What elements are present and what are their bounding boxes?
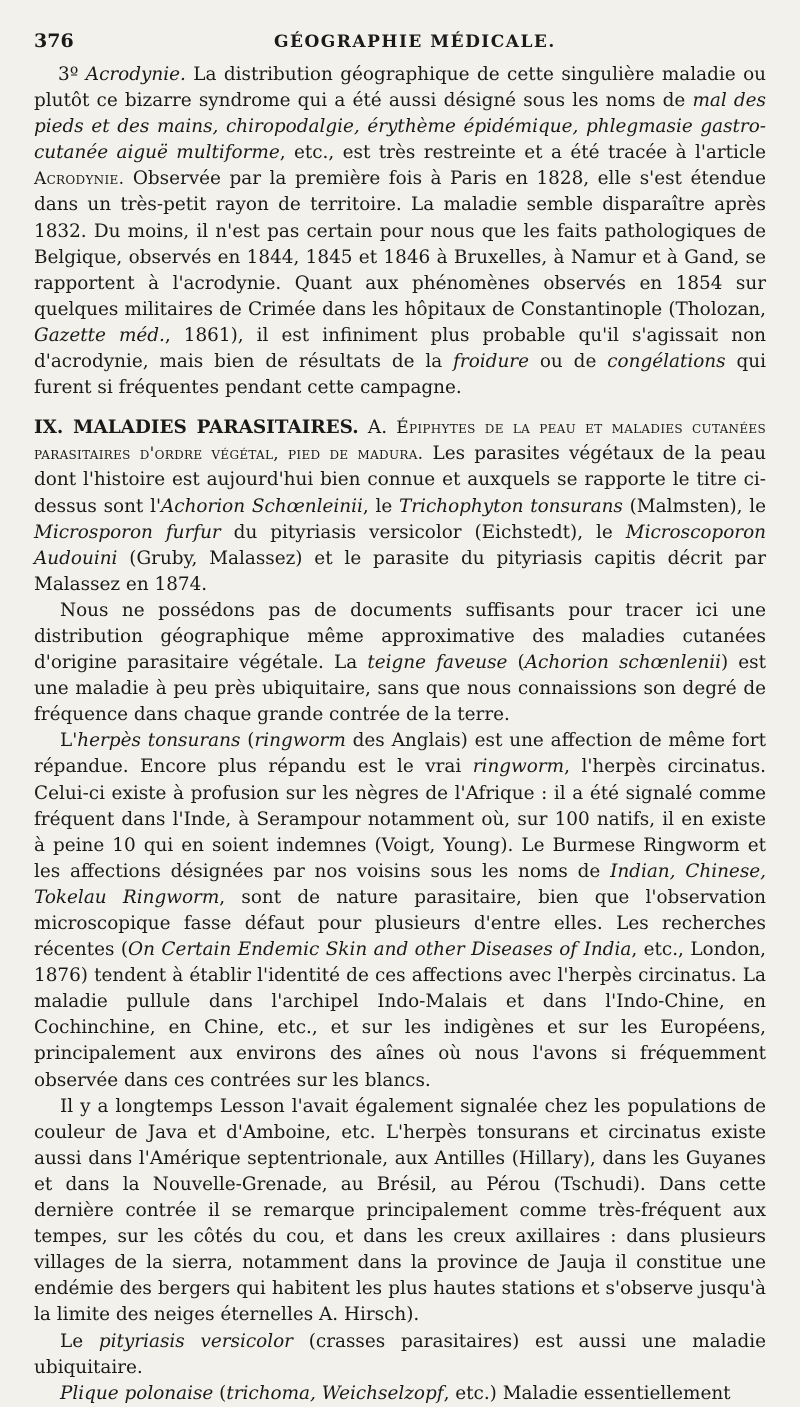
subsection-title: Acrodynie. [85, 64, 186, 85]
text-run: Observée par la première fois à Paris en 1828, elle s'est étendue dans un très-petit rayon de territoire. La maladie semble disparaître après 1832. Du moins, il n'est pas certain pour nous que les faits pathologiques de Belgique, observés en 1844, 1845 et 1846 à Bruxelles, à Namur et à Gand, se rapportent à l'acrodynie. Quant aux phénomènes observés en 1854 sur quelques militaires de Crimée dans les hôpitaux de Constantinople (Tholozan, [34, 168, 766, 320]
italic-run: herpès tonsurans [77, 730, 241, 752]
paragraph-herpes [34, 728, 766, 1093]
text-run: Nous ne possédons pas de documents suffisants pour tracer ici une distribution géographique même approximative des maladies cutanées d'origine parasitaire végétale. La [34, 599, 766, 674]
text-run: ( [213, 1382, 227, 1404]
italic-run: congélations [607, 351, 726, 373]
italic-run: ringworm [254, 730, 346, 752]
text-run: , l'herpès circinatus. Celui-ci existe à profusion sur les nègres de l'Afrique : il a été signalé comme fréquent dans l'Inde, à Serampour notamment où, sur 100 natifs, il en existe à peine 10 qui en soient indemnes (Voigt, Young). Le Burmese Ringworm et les affections désignées par nos voisins sous les noms de [34, 756, 766, 882]
text-run: , sont de nature parasitaire, bien que l'observation microscopique fasse défaut pour plusieurs d'entre elles. Les recherches récentes ( [34, 886, 766, 961]
italic-run: Achorion schœnlenii [524, 652, 721, 674]
text-run: des Anglais) est une affection de même fort répandue. Encore plus répandu est le vrai [34, 730, 766, 778]
text-run: , le [362, 495, 399, 517]
section-heading: IX. MALADIES PARASITAIRES. [34, 417, 359, 439]
italic-run: ringworm [472, 756, 565, 778]
paragraph-lesson [34, 1094, 766, 1329]
italic-run: Microsporon furfur [34, 521, 221, 543]
body-text [34, 62, 766, 1407]
small-caps-run: Acrodynie. [34, 169, 125, 190]
text-run: du pityriasis versicolor (Eichstedt), le [220, 521, 626, 543]
section-number: 3º [58, 64, 79, 85]
italic-run: Gazette méd. [34, 324, 165, 346]
text-run: A. [358, 417, 397, 439]
italic-run: Plique polonaise [60, 1382, 214, 1404]
text-run: (Malmsten), le [622, 495, 766, 517]
text-run: , etc., London, 1876) tendent à établir l'identité de ces affections avec l'herpès circinatus. La maladie pullule dans l'archipel Indo-Malais et dans l'Indo-Chine, en Cochinchine, en Chine, etc., et sur les indigènes et sur les Européens, principalement aux environs des aînes où nous l'avons si fréquemment observée dans ces contrées sur les blancs. [34, 939, 767, 1091]
paragraph-pityriasis [34, 1329, 766, 1381]
text-run: Le [60, 1330, 99, 1352]
running-title: GÉOGRAPHIE MÉDICALE. [274, 32, 556, 52]
text-run: , 1861), il est infiniment plus probable qu'il s'agissait non d'acrodynie, mais bien de résultats de la [34, 324, 766, 373]
paragraph-parasitic-diseases [34, 415, 766, 598]
italic-run: On Certain Endemic Skin and other Diseases of India [128, 939, 632, 961]
text-run: La distribution géographique de cette singulière maladie ou plutôt ce bizarre syndrome qui a été aussi désigné sous les noms de [34, 64, 766, 112]
text-run: , etc., est très restreinte et a été tracée à l'article [279, 142, 766, 164]
text-run: (crasses parasitaires) est aussi une maladie ubiquitaire. [34, 1330, 766, 1378]
italic-run: froidure [453, 351, 529, 373]
italic-run: trichoma, Weichselzopf [226, 1382, 444, 1404]
italic-run: pityriasis versicolor [98, 1330, 293, 1352]
italic-run: Achorion Schœnleinii [161, 495, 363, 517]
text-run: ou de [528, 351, 608, 373]
italic-run: Trichophyton tonsurans [399, 495, 623, 517]
text-run: ) est une maladie à peu près ubiquitaire, sans que nous connaissions son degré de fréquence dans chaque grande contrée de la terre. [34, 652, 767, 726]
text-run: Il y a longtemps Lesson l'avait également signalée chez les populations de couleur de Java et d'Amboine, etc. L'herpès tonsurans et circinatus existe aussi dans l'Amérique septentrionale, aux Antilles (Hillary), dans les Guyanes et dans la Nouvelle-Grenade, au Brésil, au Pérou (Tschudi). Dans cette dernière contrée il se remarque principalement comme très-fréquent aux tempes, sur les côtés du cou, et dans les creux axillaires : dans plusieurs villages de la sierra, notamment dans la province de Jauja il constitue une endémie des bergers qui habitent les plus hautes stations et s'observe jusqu'à la limite des neiges éternelles A. Hirsch). [34, 1095, 766, 1326]
text-run: L' [60, 730, 78, 752]
text-run: Les parasites végétaux de la peau dont l'histoire est aujourd'hui bien connue et auxquels se rapporte le titre ci-dessus sont l' [34, 443, 766, 517]
italic-run: Indian, Chinese, Tokelau Ringworm [34, 860, 766, 908]
italic-run: teigne faveuse [367, 652, 508, 674]
text-run: (Gruby, Malassez) et le parasite du pityriasis capitis décrit par Malassez en 1874. [34, 547, 766, 595]
text-run: qui furent si fréquentes pendant cette campagne. [34, 351, 766, 399]
page-number: 376 [34, 30, 74, 52]
paragraph-plique [34, 1381, 766, 1407]
italic-run: mal des pieds et des mains, chiropodalgie, érythème épidémique, phlegmasie gastro-cutanée aiguë multiforme [34, 90, 766, 164]
text-run: ( [507, 652, 525, 674]
page-header [34, 30, 780, 56]
paragraph-documents [34, 598, 766, 728]
paragraph-acrodynie [34, 62, 766, 401]
italic-run: Microscoporon Audouini [34, 521, 766, 569]
small-caps-run: Épiphytes de la peau et maladies cutanées parasitaires d'ordre végétal, pied de madura. [34, 418, 766, 465]
text-run: , etc.) Maladie essentiellement [443, 1382, 731, 1404]
text-run: ( [240, 730, 255, 752]
